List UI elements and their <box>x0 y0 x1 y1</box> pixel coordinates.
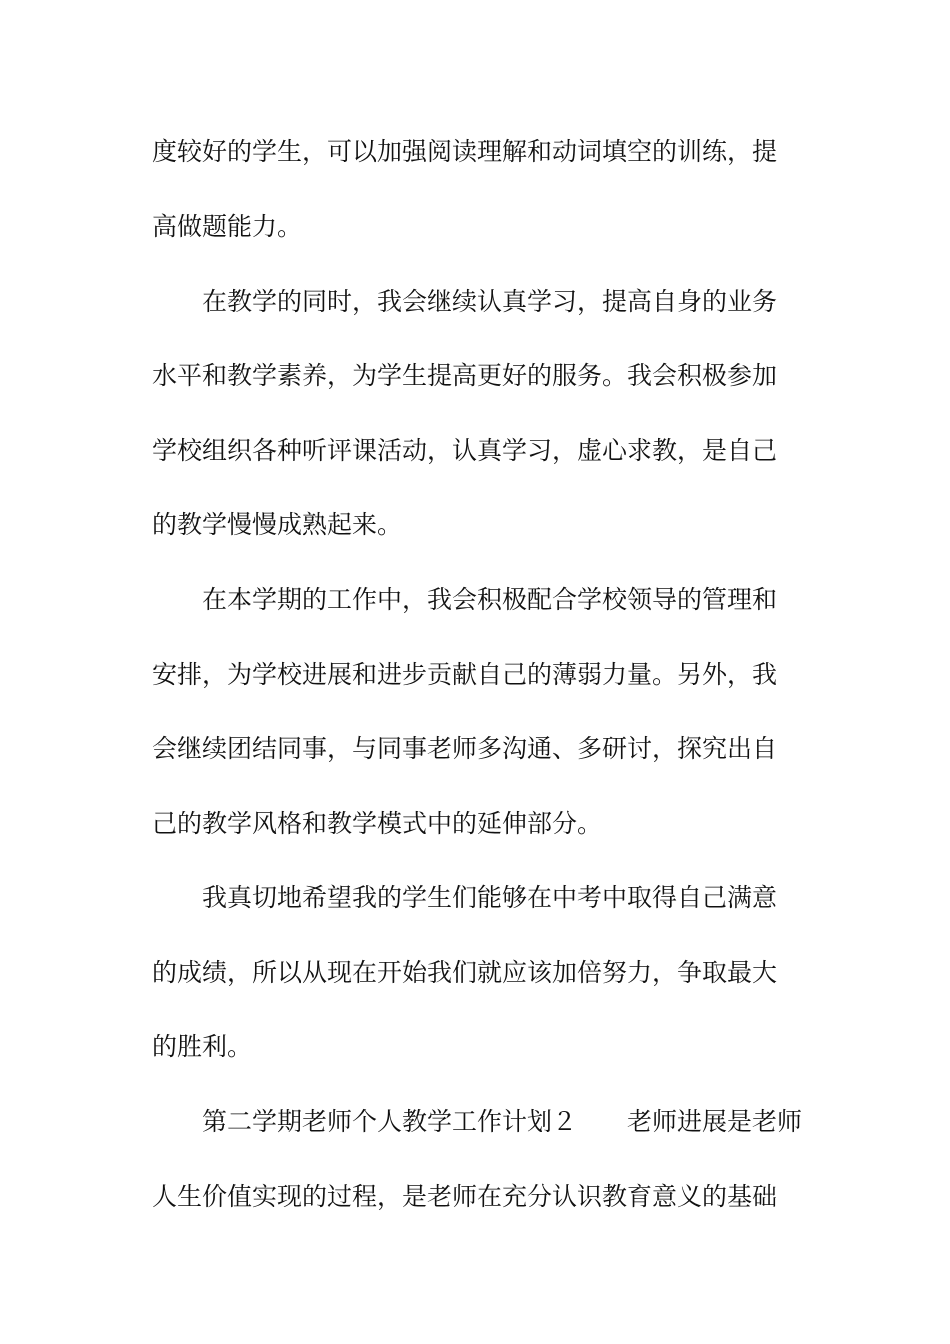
text-line: 度较好的学生，可以加强阅读理解和动词填空的训练，提 <box>152 137 778 166</box>
text-line: 高做题能力。 <box>152 212 303 241</box>
paragraph-start-line: 我真切地希望我的学生们能够在中考中取得自己满意 <box>202 883 778 912</box>
paragraph-start-line: 在本学期的工作中，我会积极配合学校领导的管理和 <box>202 585 778 614</box>
text-line: 会继续团结同事，与同事老师多沟通、多研讨，探究出自 <box>152 734 778 763</box>
text-line: 的教学慢慢成熟起来。 <box>152 510 403 539</box>
paragraph-start-line: 第二学期老师个人教学工作计划２ 老师进展是老师 <box>202 1107 803 1136</box>
text-line: 水平和教学素养，为学生提高更好的服务。我会积极参加 <box>152 361 778 390</box>
text-line: 学校组织各种听评课活动，认真学习，虚心求教，是自己 <box>152 436 778 465</box>
text-line: 的成绩，所以从现在开始我们就应该加倍努力，争取最大 <box>152 958 778 987</box>
paragraph-start-line: 在教学的同时，我会继续认真学习，提高自身的业务 <box>202 287 778 316</box>
text-line: 人生价值实现的过程，是老师在充分认识教育意义的基础 <box>152 1182 778 1211</box>
text-line: 己的教学风格和教学模式中的延伸部分。 <box>152 809 603 838</box>
text-line: 的胜利。 <box>152 1032 253 1061</box>
text-line: 安排，为学校进展和进步贡献自己的薄弱力量。另外，我 <box>152 660 778 689</box>
